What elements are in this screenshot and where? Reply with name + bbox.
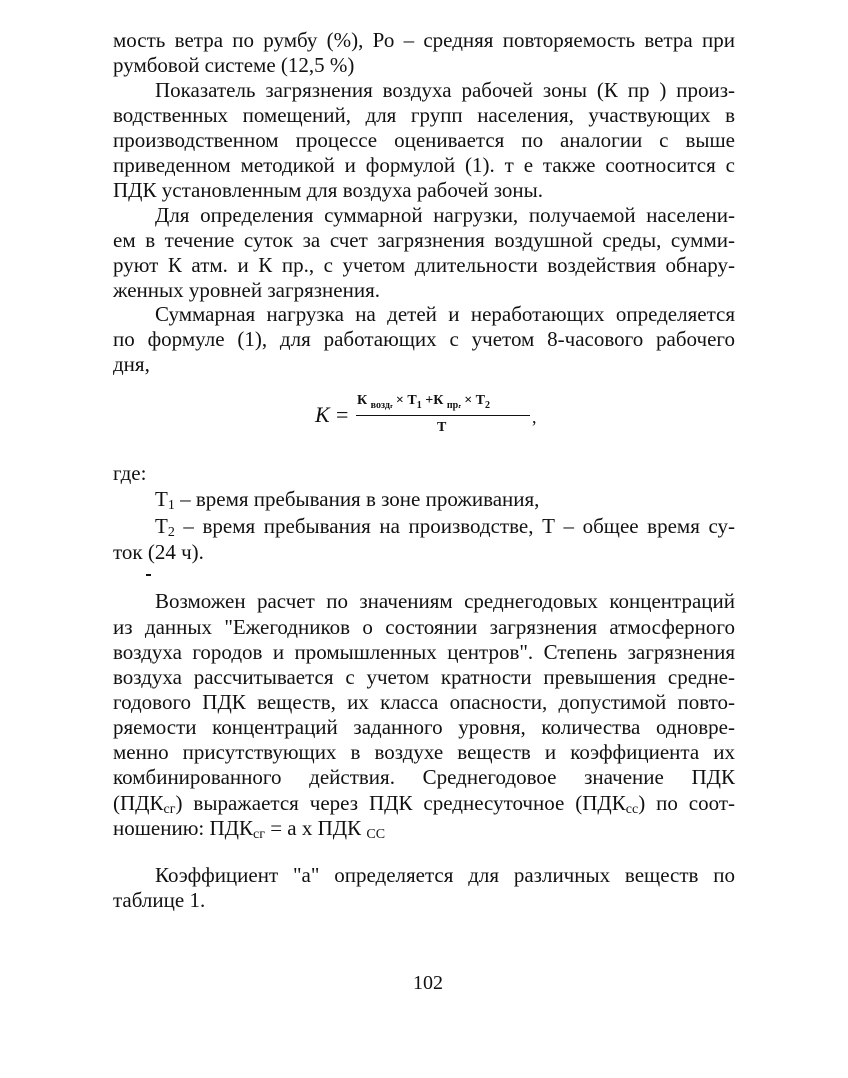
stray-mark [146,574,151,576]
text-line: ношению: $ПДК_{сг} = а$ х ПДК $_{CC}$ [113,816,386,842]
formula-numerator: К $_{возд.} \times Т_1 +К$ $_{пр.} \times Т_2$ [357,393,491,411]
text-line: ем в течение суток за счет загрязнения воздушной среды, сумми- [113,228,735,252]
formula-comma: , [532,407,537,427]
text-line: комбинированного действия. Среднегодовое значение ПДК [113,765,735,789]
text-line: производственном процессе оценивается по аналогии с выше [113,128,735,152]
text-line: Суммарная нагрузка на детей и неработающих определяется [155,302,735,326]
text-line: приведенном методикой и формулой (1). т е также соотносится с [113,153,735,177]
text-line: $Т_2$ – время пребывания на производстве, Т – общее время су- [155,514,735,540]
text-line: менно присутствующих в воздухе веществ и коэффициента их [113,740,735,764]
text-line: дня, [113,352,150,376]
formula-equals: = [336,402,349,427]
text-line: мость ветра по румбу (%), Ро – средняя повторяемость ветра при [113,28,735,52]
text-line: Показатель загрязнения воздуха рабочей зоны (К пр ) произ- [155,78,735,102]
text-line: руют К атм. и К пр., с учетом длительности воздействия обнару- [113,253,735,277]
page-number: 102 [413,972,443,994]
text-line: таблице 1. [113,888,206,912]
text-line: $Т_1$ – время пребывания в зоне проживания, [155,487,540,513]
text-line: воздуха городов и промышленных центров". Степень загрязнения [113,640,735,664]
text-line: ПДК установленным для воздуха рабочей зоны. [113,178,543,202]
fraction-bar [356,415,530,416]
text-line: Коэффициент "а" определяется для различных веществ по [155,863,735,887]
text-line: водственных помещений, для групп населения, участвующих в [113,103,735,127]
formula-lhs: К [315,402,330,427]
text-line: воздуха рассчитывается с учетом кратности превышения средне- [113,665,735,689]
text-line: $(ПДК_{сг})$ выражается через ПДК среднесуточное $(ПДК_{сс})$ по соот- [113,791,736,817]
text-line: Возможен расчет по значениям среднегодовых концентраций [155,589,735,613]
text-line: ряемости концентраций заданного уровня, количества одновре- [113,715,735,739]
text-line: из данных "Ежегодников о состоянии загрязнения атмосферного [113,615,735,639]
text-line: по формуле (1), для работающих с учетом 8-часового рабочего [113,327,735,351]
text-line: Для определения суммарной нагрузки, получаемой населени- [155,203,735,227]
text-line: румбовой системе (12,5 %) [113,53,355,77]
formula-denominator: Т [437,420,447,435]
text-line: годового ПДК веществ, их класса опасности, допустимой повто- [113,690,735,714]
text-line: женных уровней загрязнения. [113,278,380,302]
text-line: ток (24 ч). [113,540,204,564]
text-line: где: [113,461,147,485]
